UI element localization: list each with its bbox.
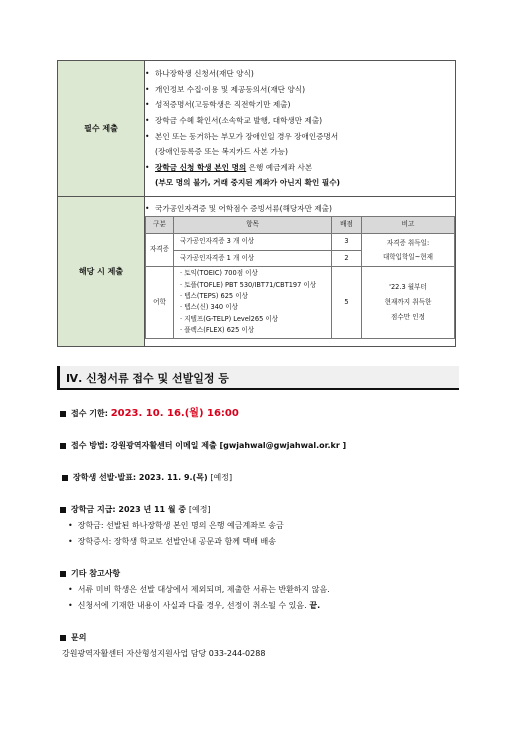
list-item: • 서류 미비 학생은 선발 대상에서 제외되며, 제출한 서류는 반환하지 않음. (68, 585, 330, 594)
cert-score: 3 (332, 233, 362, 250)
header-category: 구분 (146, 217, 174, 234)
contact-text: 강원광역자활센터 자산형성지원사업 담당 033-244-0288 (62, 649, 266, 658)
etc-title: 기타 참고사항 (60, 568, 120, 579)
lang-note: '22.3 월부터 현재까지 취득한 점수만 인정 (362, 267, 455, 338)
required-items (145, 61, 456, 197)
cert-note: 자격증 취득일: 대학입학일~현재 (362, 233, 455, 266)
header-note: 비고 (362, 217, 455, 234)
list-item: • 장학금 수혜 확인서(소속학교 발행, 대학생만 제출) (145, 115, 323, 125)
section-title: Ⅳ. 신청서류 접수 및 선발일정 등 (66, 372, 229, 385)
list-item: • 장학금 신청 학생 본인 명의 은행 예금계좌 사본 (145, 162, 313, 172)
bank-account-owner: 장학금 신청 학생 본인 명의 (155, 162, 247, 172)
list-item: • 국가공인자격증 및 어학점수 증빙서류(해당자만 제출) (145, 204, 332, 214)
deadline-value: 2023. 10. 16.(월) 16:00 (110, 408, 239, 419)
header-item: 항목 (174, 217, 332, 234)
cert-score: 2 (332, 250, 362, 267)
square-bullet-icon (60, 507, 66, 513)
payment-line: 장학금 지급: 2023 년 11 월 중 [예정] (60, 504, 211, 515)
score-criteria-table (145, 216, 455, 338)
section-heading (57, 366, 459, 390)
method-line: 접수 방법: 강원광역자활센터 이메일 제출 [gwjahwal@gwjahwal.or.kr ] (60, 440, 346, 451)
announcement-line: 장학생 선발·발표: 2023. 11. 9.(목) [예정] (62, 472, 232, 483)
list-item: • 본인 또는 동거하는 부모가 장애인일 경우 장애인증명서 (145, 131, 339, 141)
end-mark: 끝. (306, 601, 321, 610)
square-bullet-icon (60, 443, 66, 449)
applicable-items (145, 197, 456, 347)
table-row: 국가공인자격증 1 개 이상 (174, 250, 332, 267)
list-item: • 성적증명서(고등학생은 직전학기만 제출) (145, 100, 291, 110)
list-item-continued: (장애인등록증 또는 복지카드 사본 가능) (155, 147, 288, 157)
lang-items: · 토익(TOEIC) 700점 이상 · 토플(TOFLE) PBT 530/IBT71/CBT197 이상 · 텝스(TEPS) 625 이상 · 텝스(신) 340 이상 · 지텔프(G-TELP) Level265 이상 · 플렉스(FLEX) 625 이상 (174, 267, 332, 338)
bank-account-note: (부모 명의 불가, 거래 중지된 계좌가 아닌지 확인 필수) (155, 178, 341, 188)
list-item: • 하나장학생 신청서(재단 양식) (145, 69, 254, 79)
table-row: 국가공인자격증 3 개 이상 (174, 233, 332, 250)
deadline-line: 접수 기한: 2023. 10. 16.(월) 16:00 (60, 404, 239, 419)
lang-score: 5 (332, 267, 362, 338)
list-item: • 장학금: 선발된 하나장학생 본인 명의 은행 예금계좌로 송금 (68, 521, 284, 530)
square-bullet-icon (62, 475, 68, 481)
square-bullet-icon (60, 411, 66, 417)
header-score: 배점 (332, 217, 362, 234)
cert-category: 자격증 (146, 233, 174, 266)
contact-title: 문의 (60, 632, 86, 643)
list-item: • 장학증서: 장학생 학교로 선발안내 공문과 함께 택배 배송 (68, 537, 276, 546)
list-item: • 개인정보 수집·이용 및 제공동의서(재단 양식) (145, 84, 306, 94)
required-label: 필수 제출 (58, 61, 145, 197)
lang-category: 어학 (146, 267, 174, 338)
applicable-label: 해당 시 제출 (58, 197, 145, 347)
list-item: • 신청서에 기재한 내용이 사실과 다를 경우, 선정이 취소될 수 있음. 끝. (68, 601, 321, 610)
document-requirements-table (57, 60, 456, 347)
square-bullet-icon (60, 635, 66, 641)
square-bullet-icon (60, 571, 66, 577)
